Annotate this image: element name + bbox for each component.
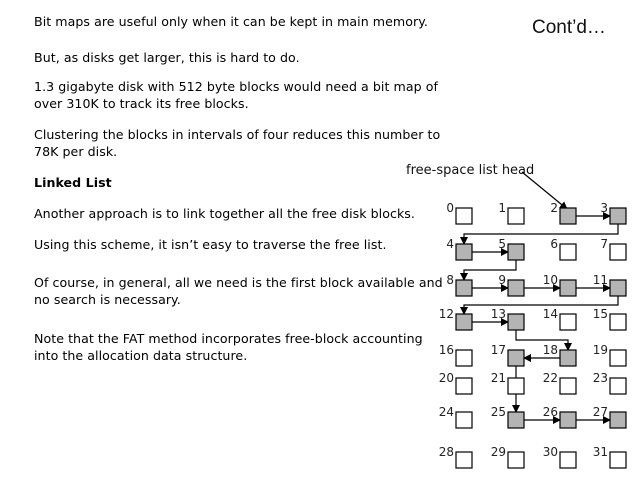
used-block (610, 452, 626, 468)
used-block (560, 244, 576, 260)
block-number-label: 13 (490, 307, 506, 321)
used-block (456, 208, 472, 224)
used-block (560, 378, 576, 394)
free-list-link-arrow (464, 224, 618, 244)
used-block (610, 350, 626, 366)
slide-title: Cont’d… (532, 17, 606, 38)
block-number-label: 8 (446, 273, 454, 287)
block-number-label: 0 (446, 201, 454, 215)
paragraph-first-block-line2: no search is necessary. (34, 292, 181, 307)
used-block (456, 378, 472, 394)
free-block (456, 280, 472, 296)
block-number-label: 16 (438, 343, 454, 357)
block-number-label: 12 (438, 307, 454, 321)
used-block (456, 412, 472, 428)
block-number-label: 31 (592, 445, 608, 459)
block-number-label: 21 (490, 371, 506, 385)
block-number-label: 7 (600, 237, 608, 251)
paragraph-clustering-line1: Clustering the blocks in intervals of four reduces this number to (34, 127, 441, 142)
block-number-label: 23 (592, 371, 608, 385)
free-block (508, 412, 524, 428)
paragraph-link-approach: Another approach is to link together all the free disk blocks. (34, 206, 415, 221)
free-block (560, 350, 576, 366)
free-list-link-arrow (464, 260, 516, 280)
block-number-label: 10 (542, 273, 558, 287)
block-number-label: 15 (592, 307, 608, 321)
free-block (610, 412, 626, 428)
used-block (508, 208, 524, 224)
block-number-label: 19 (592, 343, 608, 357)
block-number-label: 26 (542, 405, 558, 419)
block-number-label: 3 (600, 201, 608, 215)
free-block (508, 280, 524, 296)
linked-list-heading: Linked List (34, 175, 112, 190)
used-block (508, 378, 524, 394)
free-space-list-head-label: free-space list head (406, 163, 535, 178)
disk-block-grid (439, 201, 626, 468)
paragraph-traverse: Using this scheme, it isn’t easy to traverse the free list. (34, 237, 387, 252)
block-number-label: 18 (542, 343, 558, 357)
block-number-label: 30 (542, 445, 558, 459)
block-number-label: 11 (592, 273, 608, 287)
paragraph-fat-line1: Note that the FAT method incorporates free-block accounting (34, 331, 423, 346)
block-number-label: 25 (490, 405, 506, 419)
paragraph-clustering-line2: 78K per disk. (34, 144, 118, 159)
block-number-label: 27 (592, 405, 608, 419)
free-block (508, 314, 524, 330)
free-block (560, 412, 576, 428)
paragraph-fat-line2: into the allocation data structure. (34, 348, 248, 363)
paragraph-first-block-line1: Of course, in general, all we need is the first block available and (34, 275, 443, 290)
block-number-label: 6 (550, 237, 558, 251)
free-block (560, 280, 576, 296)
block-number-label: 17 (490, 343, 506, 357)
used-block (456, 452, 472, 468)
paragraph-gigabyte-line2: over 310K to track its free blocks. (34, 96, 249, 111)
free-block (560, 208, 576, 224)
used-block (610, 244, 626, 260)
list-head-arrow (522, 172, 567, 209)
block-number-label: 28 (438, 445, 454, 459)
block-number-label: 5 (498, 237, 506, 251)
used-block (560, 314, 576, 330)
free-block (610, 280, 626, 296)
block-number-label: 24 (438, 405, 454, 419)
used-block (610, 378, 626, 394)
free-block (456, 244, 472, 260)
free-block (610, 208, 626, 224)
used-block (560, 452, 576, 468)
block-number-label: 9 (498, 273, 506, 287)
free-block (456, 314, 472, 330)
used-block (610, 314, 626, 330)
paragraph-gigabyte-line1: 1.3 gigabyte disk with 512 byte blocks would need a bit map of (34, 79, 438, 94)
used-block (456, 350, 472, 366)
paragraph-disks-larger: But, as disks get larger, this is hard to do. (34, 50, 300, 65)
paragraph-bitmap-memory: Bit maps are useful only when it can be kept in main memory. (34, 14, 428, 29)
free-block (508, 244, 524, 260)
block-number-label: 2 (550, 201, 558, 215)
block-number-label: 22 (542, 371, 558, 385)
block-number-label: 20 (438, 371, 454, 385)
block-number-label: 4 (446, 237, 454, 251)
free-block (508, 350, 524, 366)
used-block (508, 452, 524, 468)
block-number-label: 14 (542, 307, 558, 321)
block-number-label: 1 (498, 201, 506, 215)
block-number-label: 29 (490, 445, 506, 459)
